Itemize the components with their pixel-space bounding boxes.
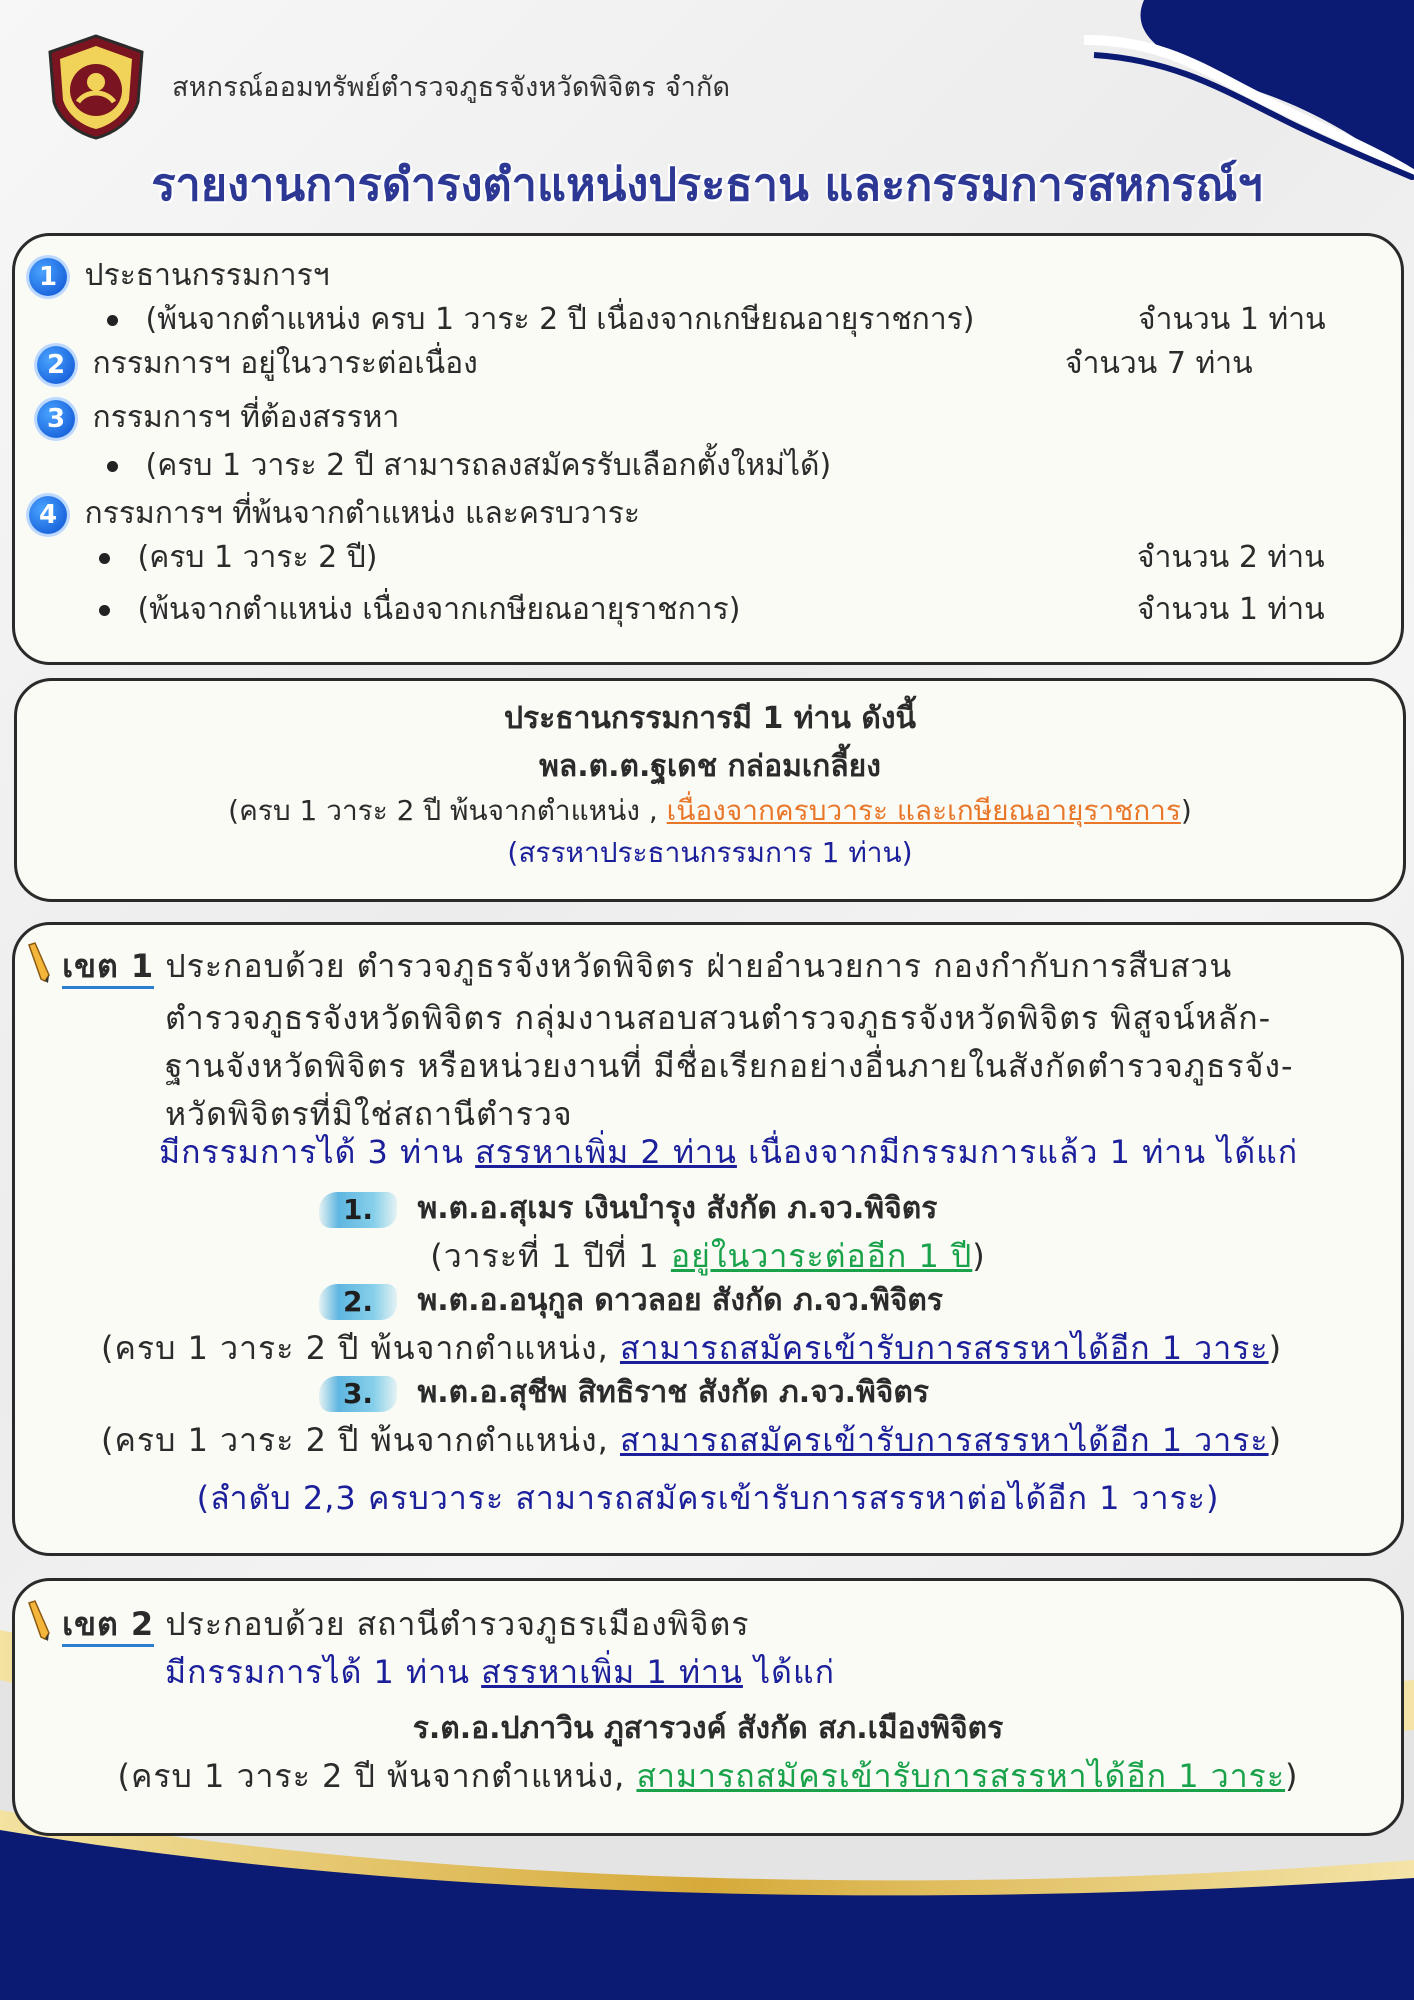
count-text: จำนวน 7 ท่าน [1065,346,1253,381]
note-text: (วาระที่ 1 ปีที่ 1 [430,1237,671,1275]
brush-badge-icon: 3. [319,1376,397,1412]
summary-item-1 [29,252,330,299]
summary-link: สรรหาเพิ่ม 2 ท่าน [475,1133,737,1171]
summary-item-label: ประธานกรรมการฯ [84,258,330,293]
note-text: ) [972,1237,986,1275]
header [42,32,730,140]
zone2-label: เขต 2 [62,1605,154,1647]
pencil-icon [25,941,51,983]
zone1-desc-line [25,941,1232,992]
brush-badge-icon: 2. [319,1284,397,1320]
zone2-desc-line [25,1599,750,1650]
zone1-desc-line: ตำรวจภูธรจังหวัดพิจิตร กลุ่มงานสอบสวนตำรวจภูธรจังหวัดพิจิตร พิสูจน์หลัก- [165,999,1272,1037]
chairman-panel [14,678,1406,902]
zone1-member-note [101,1415,1282,1466]
count-text: จำนวน 2 ท่าน [1137,540,1325,575]
zone1-member-3 [319,1369,929,1416]
pencil-icon [25,1599,51,1641]
summary-item-label: กรรมการฯ ที่พ้นจากตำแหน่ง และครบวาระ [84,496,640,531]
summary-item-label: กรรมการฯ อยู่ในวาระต่อเนื่อง [92,346,478,381]
summary-text: มีกรรมการได้ 1 ท่าน [165,1653,482,1691]
note-link: อยู่ในวาระต่ออีก 1 ปี [670,1237,973,1275]
summary-text: ได้แก่ [742,1653,835,1691]
bullet-icon [107,315,118,326]
number-badge-icon: 4 [29,496,67,534]
zone1-desc-line: ฐานจังหวัดพิจิตร หรือหน่วยงานที่ มีชื่อเรียกอย่างอื่นภายในสังกัดตำรวจภูธรจัง- [165,1047,1294,1085]
summary-item-label: กรรมการฯ ที่ต้องสรรหา [92,400,400,435]
note-text: (ครบ 1 วาระ 2 ปี พ้นจากตำแหน่ง , [228,794,667,827]
summary-bullet [107,442,831,489]
organization-name: สหกรณ์ออมทรัพย์ตำรวจภูธรจังหวัดพิจิตร จำกัด [172,71,731,103]
number-badge-icon: 3 [37,400,75,438]
bullet-icon [107,461,118,472]
note-text: (ครบ 1 วาระ 2 ปี พ้นจากตำแหน่ง, [117,1757,637,1795]
chairman-recruit: (สรรหาประธานกรรมการ 1 ท่าน) [507,836,913,869]
zone1-desc-line: หวัดพิจิตรที่มิใช่สถานีตำรวจ [165,1095,573,1133]
note-text: (ครบ 1 วาระ 2 ปี พ้นจากตำแหน่ง, [101,1329,620,1367]
number-badge-icon: 1 [29,258,67,296]
chairman-heading: ประธานกรรมการมี 1 ท่าน ดังนี้ [504,701,916,736]
cooperative-logo-icon [42,32,150,140]
zone1-member-note [15,1231,1401,1282]
zone1-member-1 [319,1185,937,1232]
zone1-footer: (ลำดับ 2,3 ครบวาระ สามารถสมัครเข้ารับการสรรหาต่อได้อีก 1 วาระ) [196,1479,1220,1517]
member-name: พ.ต.อ.อนุกูล ดาวลอย สังกัด ภ.จว.พิจิตร [417,1283,944,1318]
note-text: ) [1268,1329,1283,1367]
zone2-member-note [15,1751,1401,1802]
summary-item-3 [37,394,399,441]
count-text: จำนวน 1 ท่าน [1137,592,1325,627]
member-name: พ.ต.อ.สุชีพ สิทธิราช สังกัด ภ.จว.พิจิตร [417,1375,929,1410]
bullet-icon [99,553,110,564]
note-link: สามารถสมัครเข้ารับการสรรหาได้อีก 1 วาระ [619,1329,1269,1367]
member-name: พ.ต.อ.สุเมร เงินบำรุง สังกัด ภ.จว.พิจิตร [417,1191,938,1226]
zone2-desc-text: ประกอบด้วย สถานีตำรวจภูธรเมืองพิจิตร [165,1605,750,1643]
note-text: ) [1285,1757,1299,1795]
summary-text: เนื่องจากมีกรรมการแล้ว 1 ท่าน ได้แก่ [736,1133,1299,1171]
zone1-summary [159,1127,1298,1178]
number-badge-icon: 2 [37,346,75,384]
zone2-panel [12,1578,1404,1836]
bullet-text: (พ้นจากตำแหน่ง เนื่องจากเกษียณอายุราชการ) [137,592,741,627]
note-text: ) [1180,794,1192,827]
summary-panel [12,233,1404,665]
summary-item-2 [37,340,478,387]
chairman-name: พล.ต.ต.ฐเดช กล่อมเกลี้ยง [539,749,881,784]
note-link: เนื่องจากครบวาระ และเกษียณอายุราชการ [666,794,1181,827]
zone2-member-name: ร.ต.อ.ปภาวิน ภูสารวงค์ สังกัด สภ.เมืองพิจิตร [412,1711,1004,1746]
zone1-panel [12,922,1404,1556]
note-text: (ครบ 1 วาระ 2 ปี พ้นจากตำแหน่ง, [101,1421,620,1459]
note-link: สามารถสมัครเข้ารับการสรรหาได้อีก 1 วาระ [636,1757,1286,1795]
summary-bullet [107,296,975,343]
zone1-member-2 [319,1277,943,1324]
bullet-icon [99,605,110,616]
count-text: จำนวน 1 ท่าน [1138,302,1326,337]
page-title: รายงานการดำรงตำแหน่งประธาน และกรรมการสหกรณ์ฯ [151,158,1263,211]
zone1-member-note [101,1323,1282,1374]
zone1-desc-text: ประกอบด้วย ตำรวจภูธรจังหวัดพิจิตร ฝ่ายอำนวยการ กองกำกับการสืบสวน [165,947,1233,985]
summary-link: สรรหาเพิ่ม 1 ท่าน [481,1653,743,1691]
summary-text: มีกรรมการได้ 3 ท่าน [159,1133,476,1171]
summary-item-4 [29,490,640,537]
summary-bullet [99,534,377,581]
zone2-summary [165,1647,835,1698]
note-link: สามารถสมัครเข้ารับการสรรหาได้อีก 1 วาระ [619,1421,1269,1459]
summary-bullet [99,586,740,633]
bullet-text: (ครบ 1 วาระ 2 ปี สามารถลงสมัครรับเลือกตั้งใหม่ได้) [145,448,832,483]
brush-badge-icon: 1. [319,1192,397,1228]
bullet-text: (ครบ 1 วาระ 2 ปี) [137,540,378,575]
note-text: ) [1268,1421,1283,1459]
chairman-note [17,789,1403,833]
zone1-label: เขต 1 [62,947,154,989]
bullet-text: (พ้นจากตำแหน่ง ครบ 1 วาระ 2 ปี เนื่องจากเกษียณอายุราชการ) [145,302,975,337]
